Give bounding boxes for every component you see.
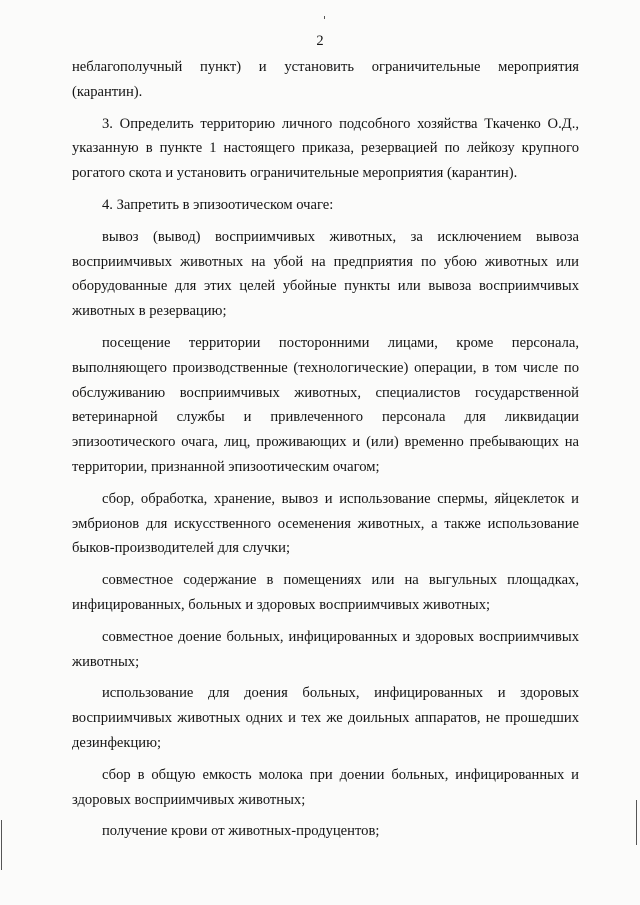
paragraph-ban-common-milk: сбор в общую емкость молока при доении больных, инфицированных и здоровых восприимчивых животных; xyxy=(72,766,579,808)
scan-mark-right xyxy=(636,800,637,845)
paragraph-ban-joint-milking: совместное доение больных, инфицированных и здоровых восприимчивых животных; xyxy=(72,628,579,670)
document-body xyxy=(72,55,579,844)
paragraph-quarantine-continuation: неблагополучный пункт) и установить ограничительные мероприятия (карантин). xyxy=(72,59,579,100)
scan-mark-left xyxy=(1,820,2,870)
paragraph-ban-visits: посещение территории посторонними лицами, кроме персонала, выполняющего производственные (технологические) операции, в том числе по обслуживанию восприимчивых животных, специалистов государственной ветеринарной службы и привлеченного персонала для ликвидации эпизоотического очага, лиц, проживающих и (или) временно пребывающих на территории, признанной эпизоотическим очагом; xyxy=(72,334,579,475)
paragraph-ban-blood: получение крови от животных-продуцентов; xyxy=(102,823,380,840)
paragraph-item-4: 4. Запретить в эпизоотическом очаге: xyxy=(102,196,334,213)
scan-mark-top xyxy=(324,16,325,19)
paragraph-item-3: 3. Определить территорию личного подсобного хозяйства Ткаченко О.Д., указанную в пункте 1 настоящего приказа, резервацией по лейкозу крупного рогатого скота и установить ограничительные мероприятия (карантин). xyxy=(72,115,579,182)
paragraph-ban-sperm: сбор, обработка, хранение, вывоз и использование спермы, яйцеклеток и эмбрионов для искусственного осеменения животных, а также использование быков-производителей для случки; xyxy=(72,490,579,557)
paragraph-ban-export: вывоз (вывод) восприимчивых животных, за исключением вывоза восприимчивых животных на убой на предприятия по убою животных или оборудованные для этих целей убойные пункты или вывоза восприимчивых животных в резервацию; xyxy=(72,228,579,320)
paragraph-ban-joint-keeping: совместное содержание в помещениях или на выгульных площадках, инфицированных, больных и здоровых восприимчивых животных; xyxy=(72,572,579,613)
page-number: 2 xyxy=(316,33,324,49)
paragraph-ban-shared-apparatus: использование для доения больных, инфицированных и здоровых восприимчивых животных одних и тех же доильных аппаратов, не прошедших дезинфекцию; xyxy=(72,685,579,751)
